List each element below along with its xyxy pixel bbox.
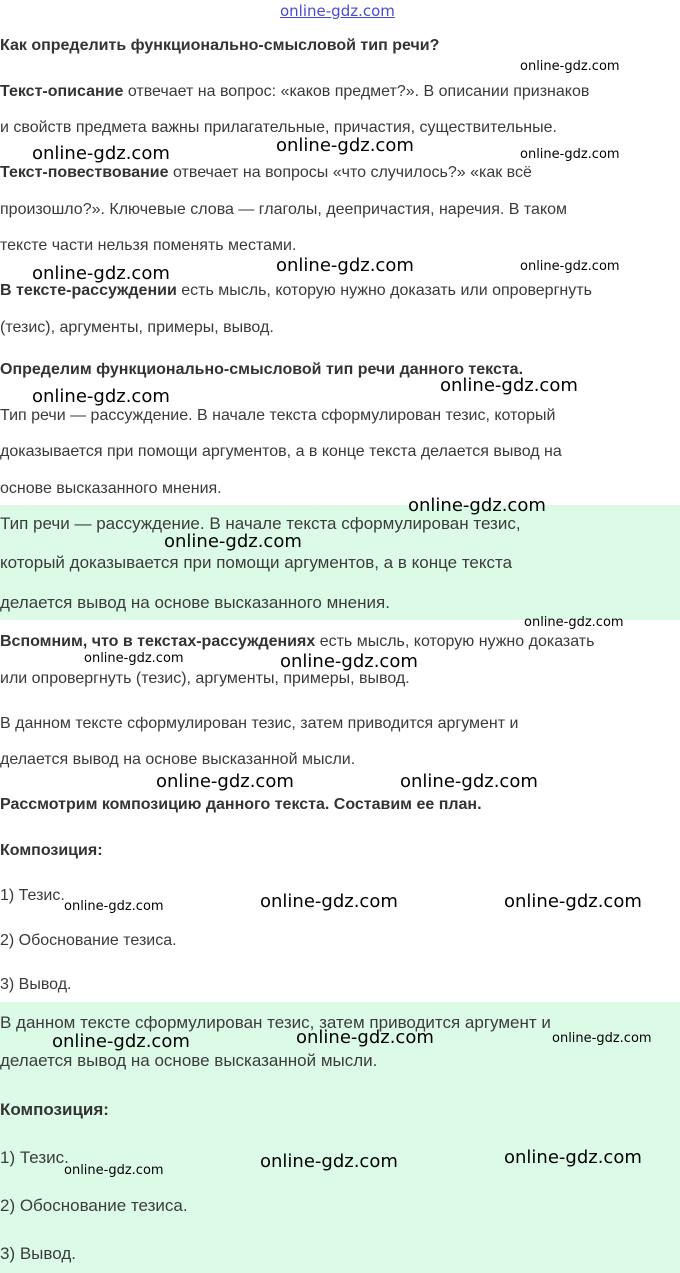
composition-title: Композиция: [0, 842, 103, 859]
highlight2-text-1: В данном тексте сформулирован тезис, затем приводится аргумент и [0, 1013, 551, 1032]
watermark: online-gdz.com [32, 263, 170, 284]
opisanie-text-1: отвечает на вопрос: «каков предмет?». В описании признаков [123, 83, 590, 100]
given-text-2: делается вывод на основе высказанной мысли. [0, 751, 356, 768]
opisanie-text-2: и свойств предмета важны прилагательные, причастия, существительные. [0, 119, 557, 136]
recall-text-2: или опровергнуть (тезис), аргументы, примеры, вывод. [0, 670, 410, 687]
watermark: online-gdz.com [552, 1031, 652, 1046]
highlight2-composition-title: Композиция: [0, 1100, 109, 1119]
povestvovanie-text-3: тексте части нельзя поменять местами. [0, 237, 297, 254]
answer-highlight-box [0, 505, 680, 620]
question-heading-3: Рассмотрим композицию данного текста. Составим ее план. [0, 796, 482, 813]
watermark: online-gdz.com [164, 531, 302, 552]
watermark: online-gdz.com [524, 615, 624, 630]
term-rassuzhdenie: В тексте-рассуждении [0, 282, 177, 299]
watermark: online-gdz.com [504, 891, 642, 912]
term-povestvovanie: Текст-повествование [0, 164, 169, 181]
watermark: online-gdz.com [276, 255, 414, 276]
watermark: online-gdz.com [260, 891, 398, 912]
term-opisanie: Текст-описание [0, 83, 124, 100]
question-heading-2: Определим функционально-смысловой тип речи данного текста. [0, 361, 524, 378]
highlight2-plan-item-1: 1) Тезис. [0, 1148, 69, 1167]
watermark: online-gdz.com [64, 1163, 164, 1178]
highlight-text-1: Тип речи — рассуждение. В начале текста сформулирован тезис, [0, 514, 521, 533]
plan-item-3: 3) Вывод. [0, 976, 72, 993]
watermark: online-gdz.com [504, 1147, 642, 1168]
answer-text-1: Тип речи — рассуждение. В начале текста сформулирован тезис, который [0, 407, 556, 424]
watermark: online-gdz.com [408, 495, 546, 516]
watermark: online-gdz.com [280, 651, 418, 672]
watermark: online-gdz.com [156, 771, 294, 792]
highlight2-text-2: делается вывод на основе высказанной мысли. [0, 1051, 378, 1070]
highlight2-plan-item-2: 2) Обоснование тезиса. [0, 1196, 188, 1215]
recall-text-1: есть мысль, которую нужно доказать [315, 633, 595, 650]
watermark: online-gdz.com [84, 651, 184, 666]
term-recall: Вспомним, что в текстах-рассуждениях [0, 633, 316, 650]
given-text-1: В данном тексте сформулирован тезис, затем приводится аргумент и [0, 715, 519, 732]
watermark: online-gdz.com [520, 59, 620, 74]
plan-item-1: 1) Тезис. [0, 887, 65, 904]
rassuzhdenie-text-1: есть мысль, которую нужно доказать или опровергнуть [176, 282, 592, 299]
watermark: online-gdz.com [52, 1031, 190, 1052]
plan-item-2: 2) Обоснование тезиса. [0, 932, 177, 949]
watermark: online-gdz.com [32, 143, 170, 164]
site-link[interactable]: online-gdz.com [280, 2, 395, 20]
watermark: online-gdz.com [520, 147, 620, 162]
watermark: online-gdz.com [32, 386, 170, 407]
povestvovanie-text-2: произошло?». Ключевые слова — глаголы, деепричастия, наречия. В таком [0, 201, 568, 218]
highlight-text-2: который доказывается при помощи аргументов, а в конце текста [0, 553, 513, 572]
rassuzhdenie-text-2: (тезис), аргументы, примеры, вывод. [0, 319, 274, 336]
watermark: online-gdz.com [64, 899, 164, 914]
watermark: online-gdz.com [520, 259, 620, 274]
highlight-text-3: делается вывод на основе высказанного мнения. [0, 593, 390, 612]
watermark: online-gdz.com [400, 771, 538, 792]
watermark: online-gdz.com [296, 1027, 434, 1048]
question-heading: Как определить функционально-смысловой тип речи? [0, 37, 440, 54]
watermark: online-gdz.com [440, 375, 578, 396]
answer-text-3: основе высказанного мнения. [0, 480, 222, 497]
povestvovanie-text-1: отвечает на вопросы «что случилось?» «как всё [168, 164, 532, 181]
watermark: online-gdz.com [260, 1151, 398, 1172]
answer-text-2: доказывается при помощи аргументов, а в конце текста делается вывод на [0, 443, 562, 460]
watermark: online-gdz.com [276, 135, 414, 156]
highlight2-plan-item-3: 3) Вывод. [0, 1244, 76, 1263]
